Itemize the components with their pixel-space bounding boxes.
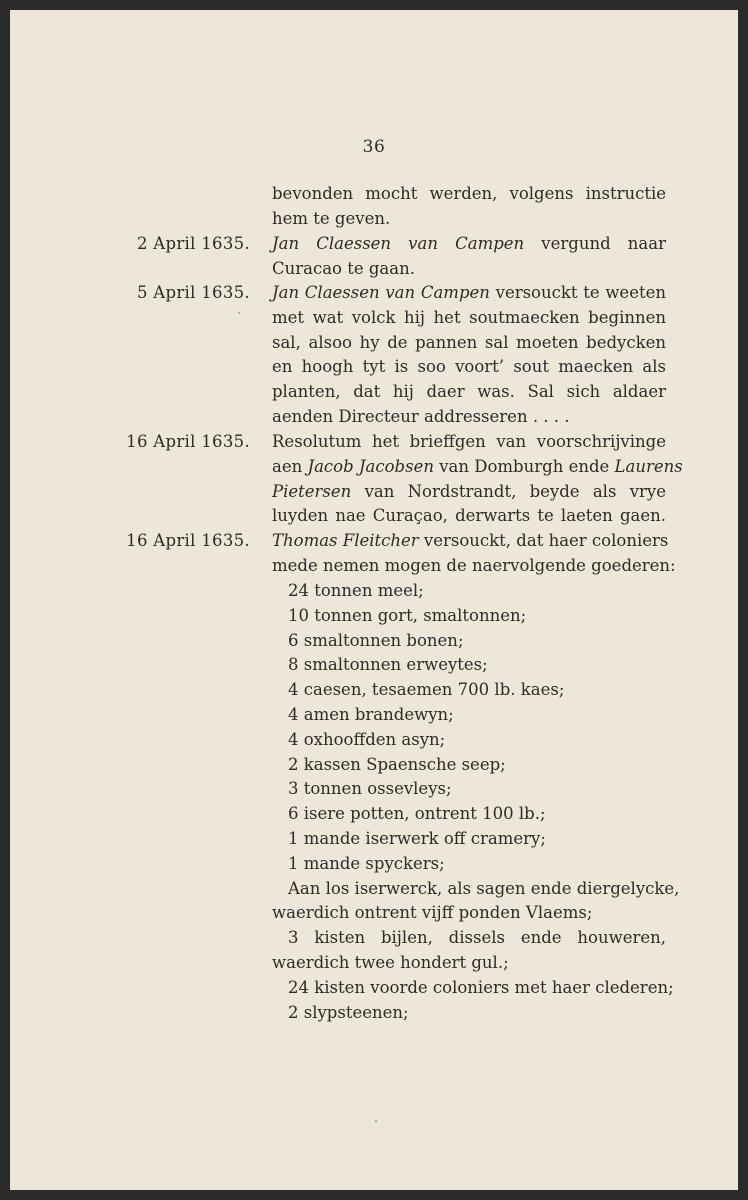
text-line: planten, dat hij daer was. Sal sich aldaer bbox=[272, 382, 666, 402]
text-fragment: versouckt, dat haer coloniers bbox=[418, 531, 669, 550]
person-name: Laurens bbox=[614, 456, 683, 476]
text-line: aenden Directeur addresseren . . . . bbox=[272, 406, 570, 426]
entry-date: 2 April 1635. bbox=[136, 234, 250, 253]
text-line bbox=[272, 281, 666, 306]
text-fragment: van Nordstrandt, beyde als vrye bbox=[351, 481, 666, 501]
entry-date: 16 April 1635. bbox=[126, 432, 250, 451]
entry-date: 16 April 1635. bbox=[126, 531, 250, 550]
text-line: luyden nae Curaçao, derwarts te laeten gaen. bbox=[272, 506, 666, 526]
entry-date: 5 April 1635. bbox=[136, 283, 250, 302]
text-line: waerdich twee hondert gul.; bbox=[272, 952, 509, 972]
text-line: sal, alsoo hy de pannen sal moeten bedycken bbox=[272, 332, 666, 352]
document-page bbox=[10, 10, 738, 1190]
person-name: Thomas Fleitcher bbox=[272, 531, 419, 550]
text-fragment: vergund naar bbox=[524, 234, 666, 253]
intro-text bbox=[272, 182, 666, 232]
list-item: 6 smaltonnen bonen; bbox=[288, 630, 464, 650]
list-item: 4 amen brandewyn; bbox=[288, 704, 454, 724]
list-item: 8 smaltonnen erweytes; bbox=[288, 655, 488, 675]
text-line: Resolutum het brieffgen van voorschrijvinge bbox=[272, 432, 666, 451]
list-item: 6 isere potten, ontrent 100 lb.; bbox=[288, 804, 546, 824]
list-item: 4 oxhooffden asyn; bbox=[288, 729, 446, 749]
person-name: Pietersen bbox=[272, 481, 352, 501]
list-item: 10 tonnen gort, smaltonnen; bbox=[288, 605, 527, 625]
list-item: 24 kisten voorde coloniers met haer clederen; bbox=[288, 977, 674, 997]
text-line: Curacao te gaan. bbox=[272, 258, 415, 278]
list-item: 4 caesen, tesaemen 700 lb. kaes; bbox=[288, 680, 565, 700]
list-item: 3 tonnen ossevleys; bbox=[288, 779, 452, 799]
page-number: 36 bbox=[362, 137, 386, 157]
entry-text bbox=[272, 430, 683, 529]
text-line bbox=[272, 232, 666, 257]
text-line: mede nemen mogen de naervolgende goederen: bbox=[272, 555, 676, 575]
person-name: Jacob Jacobsen bbox=[307, 456, 434, 476]
text-fragment: versouckt te weeten bbox=[489, 283, 666, 302]
entry-text bbox=[272, 529, 676, 579]
list-item: 2 kassen Spaensche seep; bbox=[288, 754, 506, 774]
list-item: 24 tonnen meel; bbox=[288, 581, 424, 600]
person-name: Jan Claessen van Campen bbox=[272, 234, 525, 253]
text-line: hem te geven. bbox=[272, 208, 391, 228]
paper-speck bbox=[375, 1120, 377, 1122]
text-line: en hoogh tyt is soo voort’ sout maecken als bbox=[272, 357, 666, 377]
list-item: 1 mande spyckers; bbox=[288, 853, 445, 873]
text-fragment: aen bbox=[272, 456, 308, 476]
text-line bbox=[272, 455, 683, 480]
paper-speck bbox=[238, 312, 240, 314]
list-item: 2 slypsteenen; bbox=[288, 1002, 409, 1022]
entry-text bbox=[272, 281, 666, 430]
text-line bbox=[272, 529, 669, 554]
text-line bbox=[272, 480, 666, 505]
list-item: 1 mande iserwerk off cramery; bbox=[288, 828, 546, 848]
entry-text bbox=[272, 232, 666, 282]
text-line: waerdich ontrent vijff ponden Vlaems; bbox=[272, 903, 593, 923]
text-fragment: van Domburgh ende bbox=[433, 456, 615, 476]
text-line: met wat volck hij het soutmaecken beginnen bbox=[272, 307, 666, 327]
goods-list bbox=[272, 579, 680, 1025]
text-line: bevonden mocht werden, volgens instructie bbox=[272, 184, 666, 203]
text-line: 3 kisten bijlen, dissels ende houweren, bbox=[288, 928, 666, 948]
person-name: Jan Claessen van Campen bbox=[272, 283, 490, 302]
text-line: Aan los iserwerck, als sagen ende diergelycke, bbox=[288, 878, 680, 898]
